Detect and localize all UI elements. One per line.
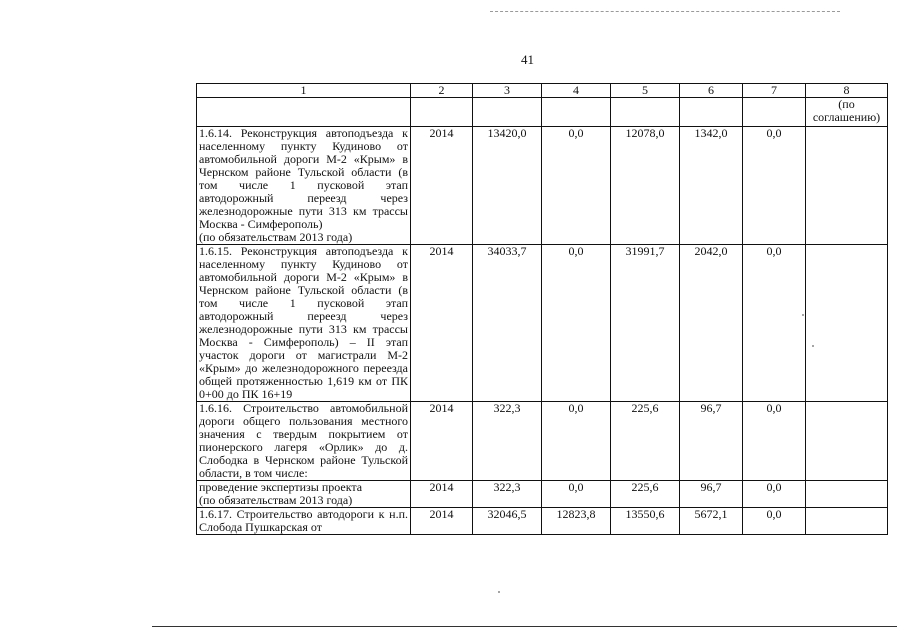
table-cell [411,98,473,127]
row-description: 1.6.14. Реконструкция автоподъезда к населенному пункту Кудиново от автомобильной дороги М-2 «Крым» в Чернском районе Тульской области (в том числе 1 пусковой этап автодорожный переезд через железнодорожные пути 313 км трассы Москва - Симферополь) (по обязательствам 2013 года) [197,127,411,245]
value-cell: 225,6 [611,402,680,481]
value-cell: 32046,5 [473,508,542,535]
table-cell [680,98,743,127]
table-cell [611,98,680,127]
value-cell [806,127,888,245]
table-row [197,245,888,402]
scan-speck [802,314,804,316]
value-cell: 2042,0 [680,245,743,402]
table-cell [743,98,806,127]
scan-speck [812,345,814,347]
value-cell: 0,0 [743,127,806,245]
column-header: 6 [680,84,743,98]
value-cell: 0,0 [542,127,611,245]
column-header: 5 [611,84,680,98]
table-cell [197,98,411,127]
column-header: 3 [473,84,542,98]
value-cell: 13550,6 [611,508,680,535]
value-cell [806,402,888,481]
value-cell: 0,0 [542,402,611,481]
value-cell: 0,0 [542,245,611,402]
value-cell: 13420,0 [473,127,542,245]
value-cell: 31991,7 [611,245,680,402]
budget-table [196,83,888,535]
value-cell: 0,0 [743,245,806,402]
value-cell: 0,0 [743,481,806,508]
value-cell [806,245,888,402]
year-cell: 2014 [411,508,473,535]
note-row [197,98,888,127]
bottom-rule [152,626,897,627]
row-description: 1.6.17. Строительство автодороги к н.п. Слобода Пушкарская от [197,508,411,535]
agreement-note: (по соглашению) [806,98,888,127]
column-header: 8 [806,84,888,98]
row-description: 1.6.16. Строительство автомобильной дороги общего пользования местного значения с твердым покрытием от пионерского лагеря «Орлик» до д. Слободка в Чернском районе Тульской области, в том числе: [197,402,411,481]
value-cell: 96,7 [680,481,743,508]
value-cell [806,481,888,508]
value-cell: 12823,8 [542,508,611,535]
table-row [197,127,888,245]
value-cell: 5672,1 [680,508,743,535]
value-cell: 1342,0 [680,127,743,245]
column-number-row [197,84,888,98]
value-cell: 0,0 [743,402,806,481]
value-cell: 34033,7 [473,245,542,402]
table-cell [473,98,542,127]
table-row [197,481,888,508]
value-cell: 0,0 [743,508,806,535]
table-row [197,402,888,481]
year-cell: 2014 [411,127,473,245]
page-number: 41 [521,52,534,67]
year-cell: 2014 [411,245,473,402]
year-cell: 2014 [411,402,473,481]
value-cell: 322,3 [473,481,542,508]
value-cell [806,508,888,535]
value-cell: 96,7 [680,402,743,481]
table-cell [542,98,611,127]
top-dashed-rule [490,11,840,12]
year-cell: 2014 [411,481,473,508]
value-cell: 12078,0 [611,127,680,245]
column-header: 1 [197,84,411,98]
row-description: проведение экспертизы проекта (по обязательствам 2013 года) [197,481,411,508]
column-header: 2 [411,84,473,98]
table-row [197,508,888,535]
scan-speck [498,591,500,593]
value-cell: 225,6 [611,481,680,508]
column-header: 7 [743,84,806,98]
value-cell: 0,0 [542,481,611,508]
value-cell: 322,3 [473,402,542,481]
row-description: 1.6.15. Реконструкция автоподъезда к населенному пункту Кудиново от автомобильной дороги М-2 «Крым» в Чернском районе Тульской области (в том числе 1 пусковой этап автодорожный переезд через железнодорожные пути 313 км трассы Москва - Симферополь) – II этап участок дороги от магистрали М-2 «Крым» до железнодорожного переезда общей протяженностью 1,619 км от ПК 0+00 до ПК 16+19 [197,245,411,402]
column-header: 4 [542,84,611,98]
